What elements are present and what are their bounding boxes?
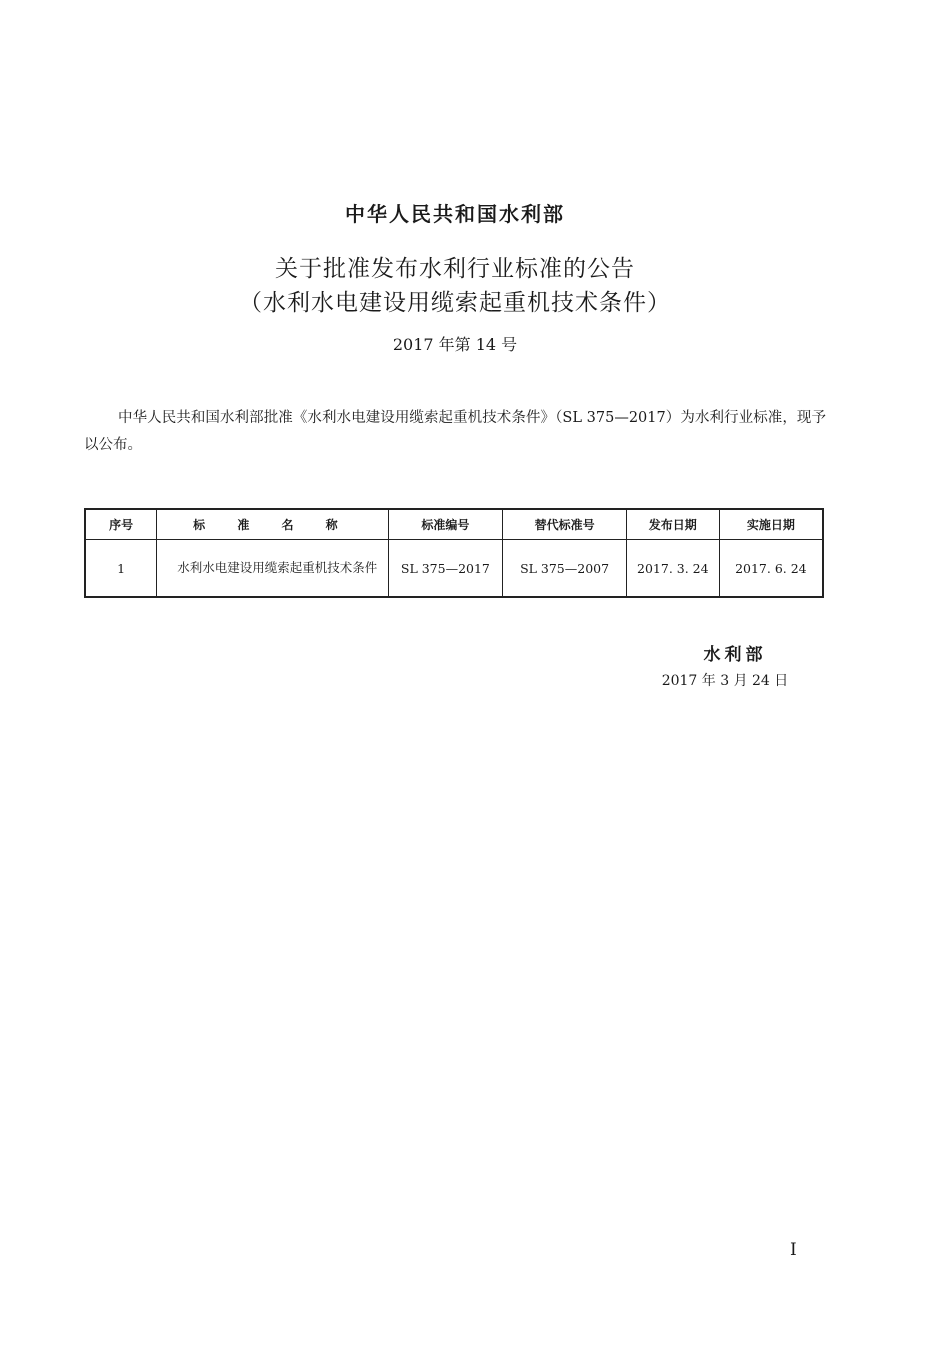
table-row	[85, 540, 823, 598]
announcement-body: 中华人民共和国水利部批准《水利水电建设用缆索起重机技术条件》（SL 375—2017）为水利行业标准，现予以公布。	[84, 410, 826, 453]
row-standard-name: 水利水电建设用缆索起重机技术条件	[157, 540, 388, 598]
header-effective-date: 实施日期	[719, 509, 823, 540]
header-publish-date: 发布日期	[626, 509, 719, 540]
row-seq: 1	[85, 540, 157, 598]
signing-authority: 水利部	[703, 645, 767, 665]
issuing-ministry: 中华人民共和国水利部	[345, 202, 565, 226]
standards-table	[84, 508, 824, 598]
header-replaced-code: 替代标准号	[503, 509, 627, 540]
row-effective-date: 2017. 6. 24	[719, 540, 823, 598]
header-seq: 序号	[85, 509, 157, 540]
announcement-title: 关于批准发布水利行业标准的公告	[275, 256, 635, 282]
table-header-row	[85, 509, 823, 540]
announcement-subtitle: （水利水电建设用缆索起重机技术条件）	[239, 290, 671, 316]
row-standard-code: SL 375—2017	[388, 540, 503, 598]
header-standard-name	[157, 509, 388, 540]
signing-date: 2017 年 3 月 24 日	[661, 673, 789, 689]
document-number: 2017 年第 14 号	[392, 335, 518, 354]
row-replaced-code: SL 375—2007	[503, 540, 627, 598]
page-number: I	[790, 1240, 797, 1260]
row-publish-date: 2017. 3. 24	[626, 540, 719, 598]
header-standard-code: 标准编号	[388, 509, 503, 540]
header-standard-name-label: 标 准 名 称	[193, 518, 352, 532]
